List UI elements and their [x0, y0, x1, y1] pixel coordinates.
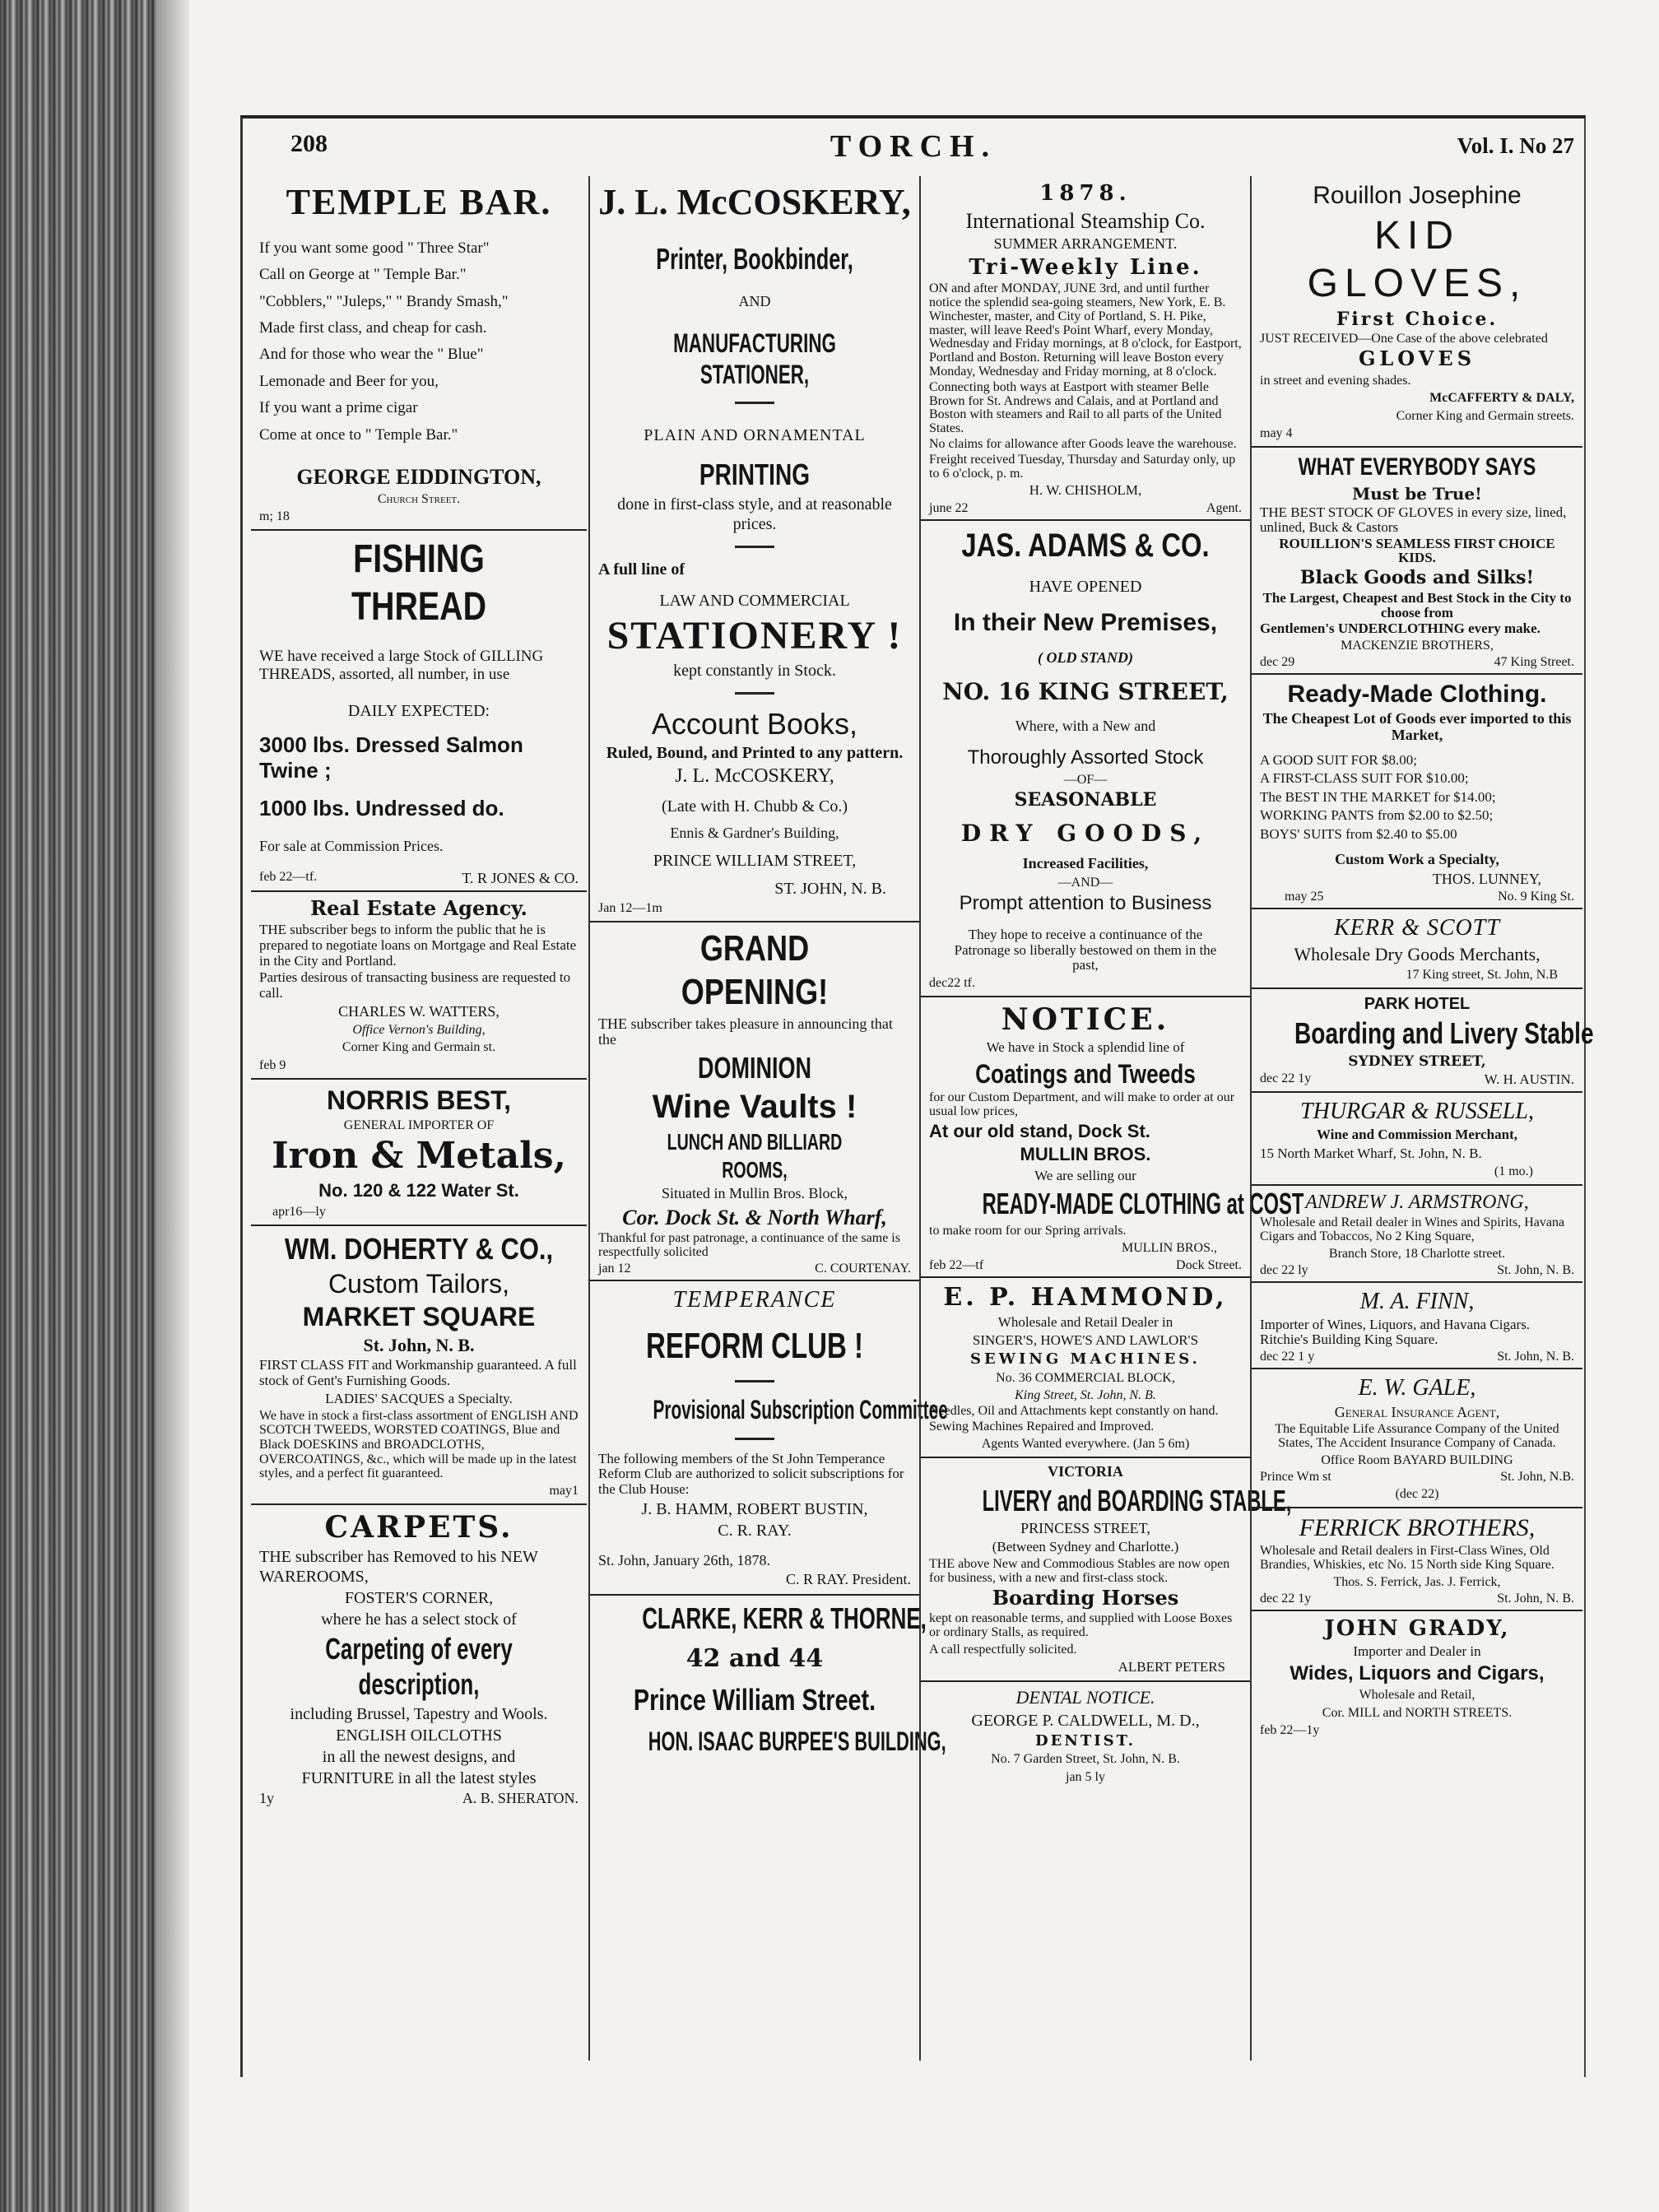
- ad-line: St. John, N. B.: [1497, 1591, 1574, 1606]
- ad-headline: Boarding Horses: [992, 1586, 1179, 1610]
- ad-doherty: [251, 1224, 587, 1503]
- ad-body: ON and after MONDAY, JUNE 3rd, and until further notice the splendid sea-going steamers, New York, E. B. Winchester, master, and City of Portland, S. H. Pike, master, will leave Reed's Point Wharf, every Monday, Wednesday and Friday mornings, at 8 o'clock, for Eastport, Portland and Boston. Returning will leave Boston every Monday, Wednesday and Friday morning, at 8 o'clock.: [929, 281, 1242, 379]
- ad-thurgar: [1252, 1091, 1582, 1185]
- ad-line: 17 King street, St. John, N.B: [1406, 968, 1558, 983]
- ad-title: WHAT EVERYBODY SAYS: [1298, 453, 1536, 481]
- ad-dental: [921, 1680, 1250, 1789]
- ad-line: Corner King and Germain st.: [342, 1040, 496, 1055]
- ad-line: DENTIST.: [1035, 1731, 1136, 1750]
- ad-line: A FIRST-CLASS SUIT FOR $10.00;: [1260, 770, 1469, 787]
- ad-body: JUST RECEIVED—One Case of the above celebrated: [1260, 331, 1548, 346]
- ad-body: The Equitable Life Assurance Company of the United States, The Accident Insurance Company of Canada.: [1275, 1422, 1559, 1450]
- ad-body: THE subscriber begs to inform the public that he is prepared to negotiate loans on Mortgage and Real Estate in the City and Portland.: [259, 922, 577, 969]
- ad-headline: LIVERY and BOARDING STABLE,: [982, 1483, 1292, 1517]
- ad-line: No. 9 King St.: [1498, 890, 1574, 904]
- ad-body: Wholesale and Retail dealer in Wines and Spirits, Havana Cigars and Tobaccos, No 2 King Square,: [1260, 1215, 1565, 1244]
- ad-body: The following members of the St John Temperance Reform Club are authorized to solicit subscriptions for the Club House:: [598, 1450, 904, 1497]
- ad-line: Where, with a New and: [1015, 717, 1156, 734]
- ad-kid-gloves: [1252, 176, 1582, 446]
- ad-date: St. John, January 26th, 1878.: [598, 1551, 770, 1568]
- ad-line: St. John, N.B.: [1500, 1469, 1574, 1484]
- ad-line: Prince William Street.: [633, 1683, 876, 1717]
- ad-line: Wine and Commission Merchant,: [1316, 1127, 1517, 1143]
- ad-line: DOMINION: [698, 1051, 811, 1085]
- ad-body: Gentlemen's UNDERCLOTHING every make.: [1260, 620, 1540, 637]
- ad-line: No. 7 Garden Street, St. John, N. B.: [991, 1752, 1180, 1767]
- ad-date: (dec 22): [1395, 1486, 1439, 1501]
- ad-body: kept on reasonable terms, and supplied with Loose Boxes or ordinary Stalls, as required.: [929, 1611, 1233, 1640]
- ad-date: dec 29: [1260, 655, 1295, 670]
- ad-date: feb 22—tf: [929, 1257, 984, 1272]
- ad-body: No claims for allowance after Goods leave the warehouse.: [929, 436, 1237, 451]
- ad-line: —OF—: [1063, 773, 1108, 788]
- ad-date: may1: [549, 1483, 579, 1498]
- ad-line: Lemonade and Beer for you,: [259, 372, 439, 390]
- ad-title: TEMPLE BAR.: [286, 182, 552, 222]
- ad-title: International Steamship Co.: [965, 209, 1206, 234]
- ad-line: First Choice.: [1336, 309, 1499, 331]
- ad-title: KERR & SCOTT: [1334, 915, 1500, 941]
- ad-headline: PRINTING: [699, 458, 811, 492]
- ad-line: PRINCE WILLIAM STREET,: [653, 851, 857, 870]
- ad-signature: GEORGE EIDDINGTON,: [296, 464, 541, 489]
- ad-grady: [1252, 1610, 1582, 1743]
- ad-title: Real Estate Agency.: [310, 896, 527, 921]
- ad-line: WORKING PANTS from $2.00 to $2.50;: [1260, 807, 1494, 824]
- ad-line: MANUFACTURING STATIONER,: [673, 328, 836, 389]
- ad-signature: H. W. CHISHOLM,: [1029, 482, 1142, 499]
- ad-headline: READY-MADE CLOTHING at COST: [982, 1187, 1304, 1221]
- ad-line: A full line of: [598, 560, 685, 579]
- ad-title: JAS. ADAMS & CO.: [961, 527, 1210, 564]
- ad-item: 3000 lbs. Dressed Salmon Twine ;: [259, 732, 523, 783]
- ad-line: ENGLISH OILCLOTHS: [336, 1726, 502, 1745]
- ad-line: The Cheapest Lot of Goods ever imported to this Market,: [1262, 710, 1572, 744]
- ad-headline: Coatings and Tweeds: [975, 1058, 1196, 1089]
- ad-steamship: [921, 176, 1250, 519]
- ad-kerr-scott: [1252, 908, 1582, 988]
- ad-date: may 4: [1260, 425, 1293, 440]
- ad-line: The BEST IN THE MARKET for $14.00;: [1260, 788, 1496, 805]
- ad-line: Printer, Bookbinder,: [656, 241, 853, 276]
- ad-title: J. L. McCOSKERY,: [598, 182, 911, 222]
- ad-body: for our Custom Department, and will make to order at our usual low prices,: [929, 1090, 1235, 1119]
- newspaper-page: [240, 115, 1594, 2077]
- ad-line: 42 and 44: [685, 1644, 824, 1674]
- ad-title: E. W. GALE,: [1358, 1375, 1476, 1401]
- ad-body: Thankful for past patronage, a continuance of the same is respectfully solicited: [598, 1231, 900, 1260]
- ad-body: THE subscriber takes pleasure in announcing that the: [598, 1015, 893, 1048]
- ad-line: Situated in Mullin Bros. Block,: [661, 1185, 848, 1202]
- ad-real-estate: [251, 890, 587, 1077]
- ad-everybody-says: [1252, 446, 1582, 673]
- ad-fishing-thread: [251, 529, 587, 890]
- scan-shadow: [156, 0, 189, 2212]
- ad-date: (1 mo.): [1494, 1164, 1533, 1179]
- ad-headline: Wine Vaults !: [652, 1089, 857, 1126]
- ad-line: C. R. RAY.: [718, 1521, 792, 1540]
- ad-title: NORRIS BEST,: [326, 1085, 512, 1115]
- ad-date: feb 9: [259, 1057, 286, 1072]
- ad-line: GEORGE P. CALDWELL, M. D.,: [971, 1711, 1200, 1730]
- ad-body: THE subscriber has Removed to his NEW WAREROOMS,: [259, 1548, 538, 1587]
- ad-line: SEASONABLE: [1014, 789, 1157, 811]
- ad-body: Needles, Oil and Attachments kept constantly on hand.: [929, 1404, 1219, 1419]
- ad-line: For sale at Commission Prices.: [259, 837, 444, 854]
- ad-line: HON. ISAAC BURPEE'S BUILDING,: [648, 1726, 946, 1757]
- ad-line: General Insurance Agent,: [1334, 1403, 1500, 1420]
- ad-date: apr16—ly: [272, 1204, 326, 1219]
- ad-title: JOHN GRADY,: [1324, 1615, 1510, 1641]
- ad-line: FURNITURE in all the latest styles: [301, 1768, 537, 1787]
- ad-line: No. 36 COMMERCIAL BLOCK,: [996, 1370, 1175, 1385]
- ad-line: Call on George at " Temple Bar.": [259, 266, 467, 284]
- page-number: 208: [290, 130, 328, 157]
- ad-title: M. A. FINN,: [1359, 1289, 1475, 1315]
- ad-date: dec22 tf.: [929, 976, 975, 991]
- ad-line: (Late with H. Chubb & Co.): [661, 797, 848, 816]
- ad-line: MULLIN BROS.: [1020, 1144, 1151, 1165]
- ad-date: feb 22—tf.: [259, 870, 318, 885]
- ad-body: Wholesale and Retail dealers in First-Class Wines, Old Brandies, Whiskies, etc No. 15 North side King Square.: [1260, 1544, 1554, 1572]
- ad-signature: MACKENZIE BROTHERS,: [1341, 639, 1494, 653]
- ad-signature: W. H. AUSTIN.: [1484, 1071, 1574, 1087]
- ad-date: jan 5 ly: [1066, 1769, 1105, 1784]
- ad-line: ( OLD STAND): [1038, 648, 1133, 666]
- ad-temperance: [590, 1280, 948, 1594]
- ad-title: TEMPERANCE: [672, 1286, 837, 1313]
- ad-line: Ennis & Gardner's Building,: [670, 825, 839, 842]
- ad-body: FIRST CLASS FIT and Workmanship guaranteed. A full stock of Gent's Furnishing Goods.: [259, 1357, 577, 1388]
- ad-headline: Wides, Liquors and Cigars,: [1290, 1661, 1545, 1685]
- column-2: [588, 176, 948, 2061]
- newspaper-title: TORCH.: [830, 129, 997, 164]
- ad-line: "Cobblers," "Juleps," " Brandy Smash,": [259, 292, 509, 310]
- ad-signature: McCAFFERTY & DALY,: [1429, 391, 1574, 406]
- ad-line: And for those who wear the " Blue": [259, 346, 484, 364]
- ad-body: Sewing Machines Repaired and Improved.: [929, 1420, 1155, 1434]
- ad-date: dec 22 1 y: [1260, 1350, 1315, 1364]
- ad-armstrong: [1252, 1184, 1582, 1281]
- ad-jas-adams: [921, 519, 1250, 997]
- ad-body: We have in stock a first-class assortment of ENGLISH AND SCOTCH TWEEDS, WORSTED COATINGS, Blue and Black DOESKINS and BROADCLOTHS, OVERCOATINGS, &c., which will be made up in the latest styles, and a perfect fit guaranteed.: [259, 1408, 579, 1481]
- ad-grand-opening: [590, 921, 919, 1280]
- ad-line: Wholesale Dry Goods Merchants,: [1294, 943, 1540, 964]
- ad-line: (Between Sydney and Charlotte.): [992, 1539, 1179, 1555]
- ad-signature: ALBERT PETERS: [1118, 1659, 1225, 1675]
- ad-signature: THOS. LUNNEY,: [1432, 870, 1541, 887]
- ad-line: done in first-class style, and at reasonable prices.: [617, 495, 892, 533]
- ad-title: WM. DOHERTY & CO.,: [284, 1231, 554, 1266]
- ad-line: —AND—: [1057, 876, 1113, 890]
- ad-body: ROUILLION'S SEAMLESS FIRST CHOICE KIDS.: [1279, 535, 1555, 566]
- ad-line: Come at once to " Temple Bar.": [259, 425, 458, 444]
- ad-line: SYDNEY STREET,: [1348, 1053, 1486, 1070]
- ad-title: NOTICE.: [1001, 1002, 1170, 1038]
- ad-clarke-kerr-thorne: [590, 1594, 946, 1763]
- ad-date: dec 22 ly: [1260, 1263, 1308, 1278]
- ad-headline: Carpeting of every description,: [325, 1632, 513, 1702]
- ad-line: DAILY EXPECTED:: [347, 702, 490, 721]
- ad-line: Provisional Subscription Committee: [653, 1395, 948, 1425]
- ad-line: FOSTER'S CORNER,: [344, 1589, 494, 1608]
- ad-line: 47 King Street.: [1494, 655, 1574, 670]
- volume-label: Vol. I. No 27: [1457, 133, 1574, 158]
- ad-headline: DRY GOODS,: [960, 819, 1211, 847]
- ad-line: J. B. HAMM, ROBERT BUSTIN,: [641, 1499, 868, 1518]
- page-header: [243, 118, 1584, 176]
- ad-line: MARKET SQUARE: [302, 1302, 536, 1332]
- scan-edge: [0, 0, 156, 2212]
- ad-line: Made first class, and cheap for cash.: [259, 318, 487, 337]
- ad-headline: In their New Premises,: [953, 608, 1218, 636]
- ad-line: Prompt attention to Business: [959, 892, 1212, 915]
- ad-carpets: [251, 1503, 587, 1810]
- ad-line: Corner King and Germain streets.: [1396, 408, 1574, 423]
- ad-line: LADIES' SACQUES a Specialty.: [325, 1390, 513, 1406]
- ad-line: St. John, N. B.: [1497, 1263, 1574, 1278]
- ad-title: CLARKE, KERR & THORNE,: [642, 1601, 927, 1635]
- ad-date: 1y: [259, 1789, 274, 1806]
- ad-line: Dock Street.: [1176, 1257, 1242, 1272]
- ad-title: THURGAR & RUSSELL,: [1300, 1098, 1534, 1124]
- ad-line: PLAIN AND ORNAMENTAL: [644, 426, 866, 445]
- ad-line: Tri-Weekly Line.: [969, 254, 1202, 280]
- ad-body: Parties desirous of transacting business are requested to call.: [259, 969, 571, 1001]
- ad-norris-best: [251, 1078, 587, 1224]
- ad-temple-bar: [251, 176, 587, 529]
- ad-line: Thos. S. Ferrick, Jas. J. Ferrick,: [1333, 1574, 1501, 1589]
- ad-headline: STATIONERY !: [606, 613, 903, 658]
- ad-line: St. John, N. B.: [1497, 1350, 1574, 1364]
- ad-line: A GOOD SUIT FOR $8.00;: [1260, 752, 1417, 768]
- ad-signature: C. R RAY. President.: [785, 1571, 911, 1588]
- ad-line: Cor. Dock St. & North Wharf,: [622, 1206, 887, 1230]
- ad-mccoskery: [590, 176, 919, 921]
- ad-signature: CHARLES W. WATTERS,: [338, 1002, 500, 1020]
- ad-title: E. P. HAMMOND,: [943, 1282, 1228, 1312]
- ad-park-hotel: [1252, 988, 1594, 1091]
- ad-headline: Boarding and Livery Stable: [1294, 1016, 1594, 1051]
- ad-line: Agents Wanted everywhere. (Jan 5 6m): [981, 1436, 1190, 1451]
- ad-line: where he has a select stock of: [321, 1610, 517, 1629]
- ad-line: LUNCH AND BILLIARD ROOMS,: [667, 1129, 843, 1183]
- ad-line: Custom Tailors,: [328, 1268, 509, 1299]
- ad-date: june 22: [929, 500, 969, 515]
- ad-line: Office Room BAYARD BUILDING: [1321, 1452, 1513, 1467]
- ad-hammond: [921, 1276, 1250, 1457]
- ad-line: Ruled, Bound, and Printed to any pattern.: [606, 744, 904, 763]
- ad-line: SUMMER ARRANGEMENT.: [993, 235, 1178, 253]
- ad-signature: T. R JONES & CO.: [462, 870, 579, 887]
- ad-headline: REFORM CLUB !: [646, 1326, 863, 1367]
- ad-line: Increased Facilities,: [1022, 855, 1149, 872]
- ad-finn: [1252, 1281, 1582, 1368]
- ad-date: may 25: [1285, 890, 1324, 904]
- ad-ferrick: [1252, 1507, 1582, 1610]
- ad-date: Jan 12—1m: [598, 900, 662, 915]
- column-1: [251, 176, 587, 2061]
- ad-signature: J. L. McCOSKERY,: [675, 765, 834, 788]
- ad-line: HAVE OPENED: [1029, 577, 1142, 596]
- ad-line: If you want some good " Three Star": [259, 239, 490, 257]
- ad-year: 1878.: [1039, 181, 1132, 206]
- ad-body: Freight received Tuesday, Thursday and Saturday only, up to 6 o'clock, p. m.: [929, 452, 1236, 481]
- ad-line: Agent.: [1206, 500, 1242, 515]
- ad-line: Cor. MILL and NORTH STREETS.: [1322, 1705, 1513, 1720]
- ad-line: At our old stand, Dock St.: [929, 1120, 1150, 1141]
- ad-line: kept constantly in Stock.: [673, 662, 836, 681]
- ad-body: Importer of Wines, Liquors, and Havana Cigars. Ritchie's Building King Square.: [1260, 1316, 1531, 1348]
- ad-ready-made: [1252, 673, 1582, 908]
- ad-title: FERRICK BROTHERS,: [1299, 1514, 1536, 1542]
- ad-line: including Brussel, Tapestry and Wools.: [290, 1704, 548, 1723]
- ad-title: DENTAL NOTICE.: [1015, 1687, 1155, 1708]
- ad-title: CARPETS.: [324, 1510, 514, 1545]
- ad-line: Must be True!: [1352, 483, 1482, 504]
- ad-date: dec 22 1y: [1260, 1071, 1312, 1085]
- ad-line: PRINCESS STREET,: [1020, 1519, 1150, 1536]
- ad-line: Office Vernon's Building,: [352, 1023, 486, 1038]
- ad-line: SINGER'S, HOWE'S AND LAWLOR'S: [972, 1331, 1199, 1348]
- column-4: [1250, 176, 1594, 2061]
- ad-line: 15 North Market Wharf, St. John, N. B.: [1260, 1145, 1482, 1161]
- ad-line: NO. 16 KING STREET,: [942, 678, 1229, 706]
- ad-line: Prince Wm st: [1260, 1469, 1331, 1484]
- ad-line: If you want a prime cigar: [259, 399, 418, 417]
- ad-line: Custom Work a Specialty,: [1335, 850, 1499, 867]
- ad-line: ST. JOHN, N. B.: [774, 879, 886, 898]
- ad-headline: Iron & Metals,: [272, 1135, 566, 1178]
- ad-date: dec 22 1y: [1260, 1591, 1312, 1606]
- ad-line: We are selling our: [1034, 1167, 1136, 1183]
- ad-signature: MULLIN BROS.,: [1121, 1241, 1217, 1256]
- ad-signature: C. COURTENAY.: [815, 1261, 911, 1276]
- ad-title: VICTORIA: [1048, 1463, 1123, 1480]
- ad-headline: Black Goods and Silks!: [1299, 567, 1535, 589]
- ad-item: 1000 lbs. Undressed do.: [259, 795, 504, 820]
- ad-title: ANDREW J. ARMSTRONG,: [1305, 1192, 1529, 1214]
- ad-line: A call respectfully solicited.: [929, 1642, 1077, 1657]
- ad-title: GRAND OPENING!: [681, 927, 829, 1012]
- ad-title: PARK HOTEL: [1364, 995, 1471, 1014]
- ad-title: Rouillon Josephine: [1313, 182, 1522, 209]
- ad-headline: KID GLOVES,: [1307, 214, 1527, 305]
- ad-body: THE BEST STOCK OF GLOVES in every size, lined, unlined, Buck & Castors: [1260, 504, 1567, 535]
- ad-signature: A. B. SHERATON.: [462, 1789, 579, 1806]
- ad-title: FISHING THREAD: [351, 537, 486, 630]
- ad-line: King Street, St. John, N. B.: [1015, 1388, 1156, 1403]
- ad-line: to make room for our Spring arrivals.: [929, 1224, 1127, 1238]
- ad-street: Church Street.: [377, 492, 461, 507]
- ad-headline: Account Books,: [651, 707, 858, 741]
- ad-gale: [1252, 1368, 1582, 1507]
- ad-line: AND: [738, 292, 771, 309]
- ad-body: The Largest, Cheapest and Best Stock in the City to choose from: [1262, 589, 1572, 620]
- ad-line: SEWING MACHINES.: [970, 1350, 1201, 1369]
- ad-line: We have in Stock a splendid line of: [986, 1039, 1185, 1056]
- ad-body: WE have received a large Stock of GILLING THREADS, assorted, all number, in use: [259, 647, 544, 684]
- ad-date: jan 12: [598, 1261, 631, 1276]
- ad-body: THE above New and Commodious Stables are now open for business, with a new and first-class stock.: [929, 1556, 1230, 1585]
- ad-line: BOYS' SUITS from $2.40 to $5.00: [1260, 825, 1457, 842]
- ad-line: St. John, N. B.: [363, 1334, 475, 1355]
- ad-line: in street and evening shades.: [1260, 374, 1411, 388]
- ad-title: Ready-Made Clothing.: [1287, 681, 1547, 709]
- ad-line: No. 120 & 122 Water St.: [318, 1180, 519, 1201]
- ad-date: feb 22—1y: [1260, 1722, 1320, 1737]
- ad-line: Wholesale and Retail Dealer in: [997, 1313, 1173, 1330]
- ad-line: Wholesale and Retail,: [1359, 1688, 1475, 1703]
- ad-body: Connecting both ways at Eastport with steamer Belle Brown for St. Andrews and Calais, and at Portland and Boston with steamers and Rail to all parts of the United States.: [929, 379, 1222, 436]
- ad-line: GLOVES: [1358, 346, 1476, 371]
- ad-line: Importer and Dealer in: [1353, 1643, 1481, 1660]
- ad-line: LAW AND COMMERCIAL: [659, 591, 850, 610]
- ad-body: They hope to receive a continuance of the Patronage so liberally bestowed on them in the past,: [954, 927, 1217, 974]
- ad-line: Thoroughly Assorted Stock: [967, 746, 1204, 769]
- ad-line: GENERAL IMPORTER OF: [343, 1118, 495, 1133]
- ad-date: m; 18: [259, 509, 290, 524]
- ad-line: in all the newest designs, and: [322, 1747, 516, 1766]
- ad-line: Branch Store, 18 Charlotte street.: [1328, 1246, 1506, 1261]
